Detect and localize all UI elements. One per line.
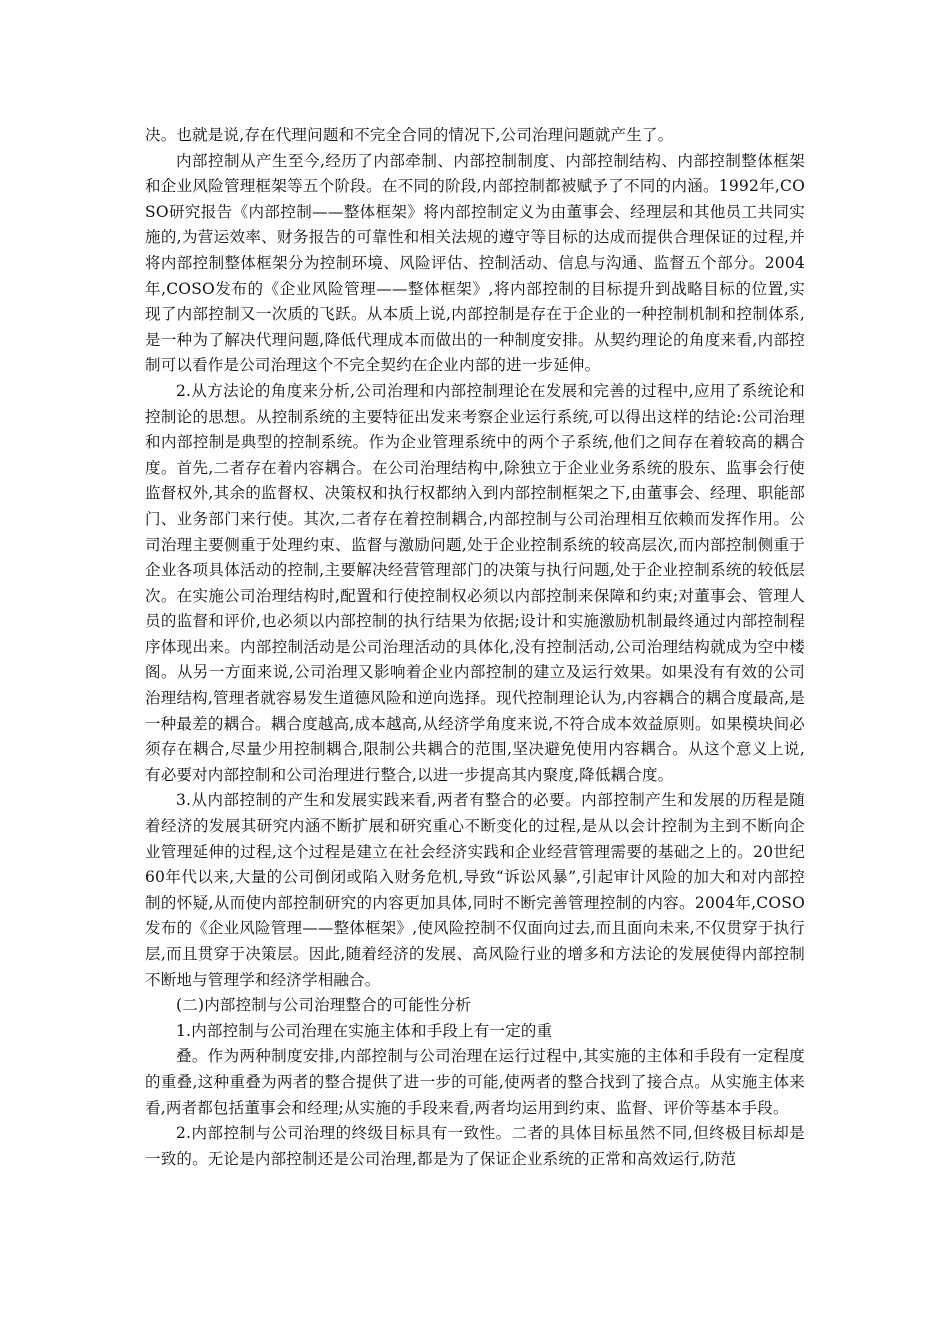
paragraph-6: 1.内部控制与公司治理在实施主体和手段上有一定的重: [176, 1021, 553, 1040]
paragraph-1: 决。也就是说,存在代理问题和不完全合同的情况下,公司治理问题就产生了。: [145, 126, 674, 144]
paragraph-4: 3.从内部控制的产生和发展实践来看,两者有整合的必要。内部控制产生和发展的历程是随着经济的发展其研究内涵不断扩展和研究重心不断变化的过程,是从以会计控制为主到不断向企业管理延伸的过程,这个过程是建立在社会经济实践和企业经营管理需要的基础之上的。20世纪60年代以来,大量的公司倒闭或陷入财务危机,导致“诉讼风暴”,引起审计风险的加大和对内部控制的怀疑,从而使内部控制研究的内容更加具体,同时不断完善管理控制的内容。2004年,COSO发布的《企业风险管理——整体框架》,使风险控制不仅面向过去,而且面向未来,不仅贯穿于执行层,而且贯穿于决策层。因此,随着经济的发展、高风险行业的增多和方法论的发展使得内部控制不断地与管理学和经济学相融合。: [145, 791, 805, 989]
paragraph-7: 叠。作为两种制度安排,内部控制与公司治理在运行过程中,其实施的主体和手段有一定程度的重叠,这种重叠为两者的整合提供了进一步的可能,使两者的整合找到了接合点。从实施主体来看,两者都包括董事会和经理;从实施的手段来看,两者均运用到约束、监督、评价等基本手段。: [145, 1047, 805, 1117]
paragraph-2: 内部控制从产生至今,经历了内部牵制、内部控制制度、内部控制结构、内部控制整体框架和企业风险管理框架等五个阶段。在不同的阶段,内部控制都被赋予了不同的内涵。1992年,COSO研究报告《内部控制——整体框架》将内部控制定义为由董事会、经理层和其他员工共同实施的,为营运效率、财务报告的可靠性和相关法规的遵守等目标的达成而提供合理保证的过程,并将内部控制整体框架分为控制环境、风险评估、控制活动、信息与沟通、监督五个部分。2004年,COSO发布的《企业风险管理——整体框架》,将内部控制的目标提升到战略目标的位置,实现了内部控制又一次质的飞跃。从本质上说,内部控制是存在于企业的一种控制机制和控制体系,是一种为了解决代理问题,降低代理成本而做出的一种制度安排。从契约理论的角度来看,内部控制可以看作是公司治理这个不完全契约在企业内部的进一步延伸。: [145, 151, 805, 375]
paragraph-8: 2.内部控制与公司治理的终级目标具有一致性。二者的具体目标虽然不同,但终极目标却是一致的。无论是内部控制还是公司治理,都是为了保证企业系统的正常和高效运行,防范: [145, 1124, 805, 1168]
paragraph-3: 2.从方法论的角度来分析,公司治理和内部控制理论在发展和完善的过程中,应用了系统论和控制论的思想。从控制系统的主要特征出发来考察企业运行系统,可以得出这样的结论:公司治理和内部控制是典型的控制系统。作为企业管理系统中的两个子系统,他们之间存在着较高的耦合度。首先,二者存在着内容耦合。在公司治理结构中,除独立于企业业务系统的股东、监事会行使监督权外,其余的监督权、决策权和执行权都纳入到内部控制框架之下,由董事会、经理、职能部门、业务部门来行使。其次,二者存在着控制耦合,内部控制与公司治理相互依赖而发挥作用。公司治理主要侧重于处理约束、监督与激励问题,处于企业控制系统的较高层次,而内部控制侧重于企业各项具体活动的控制,主要解决经营管理部门的决策与执行问题,处于企业控制系统的较低层次。在实施公司治理结构时,配置和行使控制权必须以内部控制来保障和约束;对董事会、管理人员的监督和评价,也必须以内部控制的执行结果为依据;设计和实施激励机制最终通过内部控制程序体现出来。内部控制活动是公司治理活动的具体化,没有控制活动,公司治理结构就成为空中楼阁。从另一方面来说,公司治理又影响着企业内部控制的建立及运行效果。如果没有有效的公司治理结构,管理者就容易发生道德风险和逆向选择。现代控制理论认为,内容耦合的耦合度最高,是一种最差的耦合。耦合度越高,成本越高,从经济学角度来说,不符合成本效益原则。如果模块间必须存在耦合,尽量少用控制耦合,限制公共耦合的范围,坚决避免使用内容耦合。从这个意义上说,有必要对内部控制和公司治理进行整合,以进一步提高其内聚度,降低耦合度。: [145, 381, 805, 784]
section-heading: (二)内部控制与公司治理整合的可能性分析: [176, 996, 472, 1015]
document-body: [145, 123, 805, 1172]
